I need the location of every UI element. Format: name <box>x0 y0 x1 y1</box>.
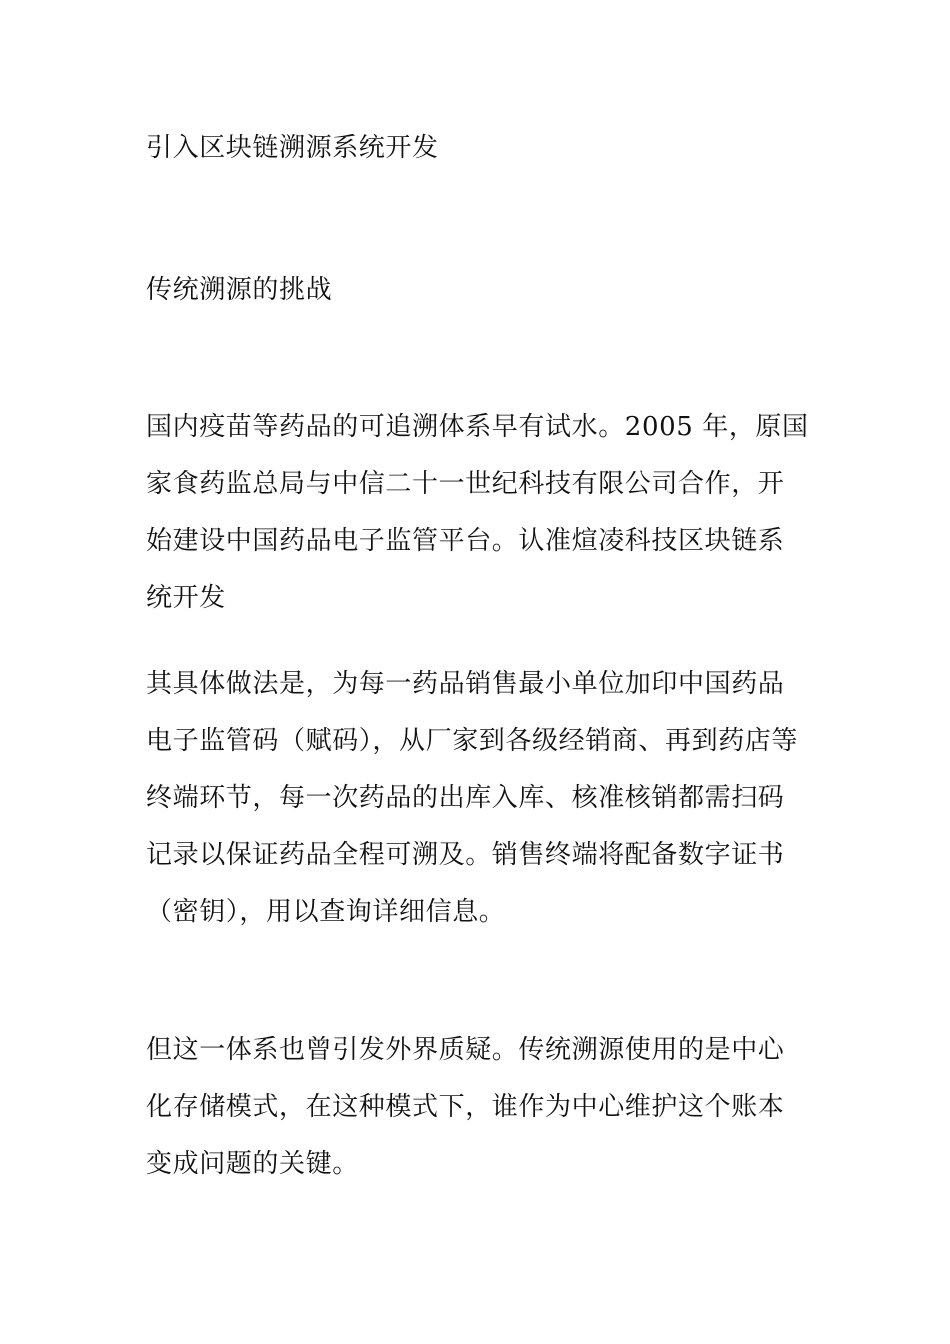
body-paragraph-1: 国内疫苗等药品的可追溯体系早有试水。2005 年，原国家食药监总局与中信二十一世纪科技有限公司合作，开始建设中国药品电子监管平台。认准煊凌科技区块链系统开发 <box>146 412 809 613</box>
body-paragraph-2: 其具体做法是，为每一药品销售最小单位加印中国药品电子监管码（赋码），从厂家到各级经销商、再到药店等终端环节，每一次药品的出库入库、核准核销都需扫码记录以保证药品全程可溯及。销售终端将配备数字证书（密钥），用以查询详细信息。 <box>146 669 799 927</box>
document-title: 引入区块链溯源系统开发 <box>146 133 439 163</box>
section-heading: 传统溯源的挑战 <box>146 275 333 305</box>
body-paragraph-3: 但这一体系也曾引发外界质疑。传统溯源使用的是中心化存储模式，在这种模式下，谁作为中心维护这个账本变成问题的关键。 <box>146 1035 785 1179</box>
